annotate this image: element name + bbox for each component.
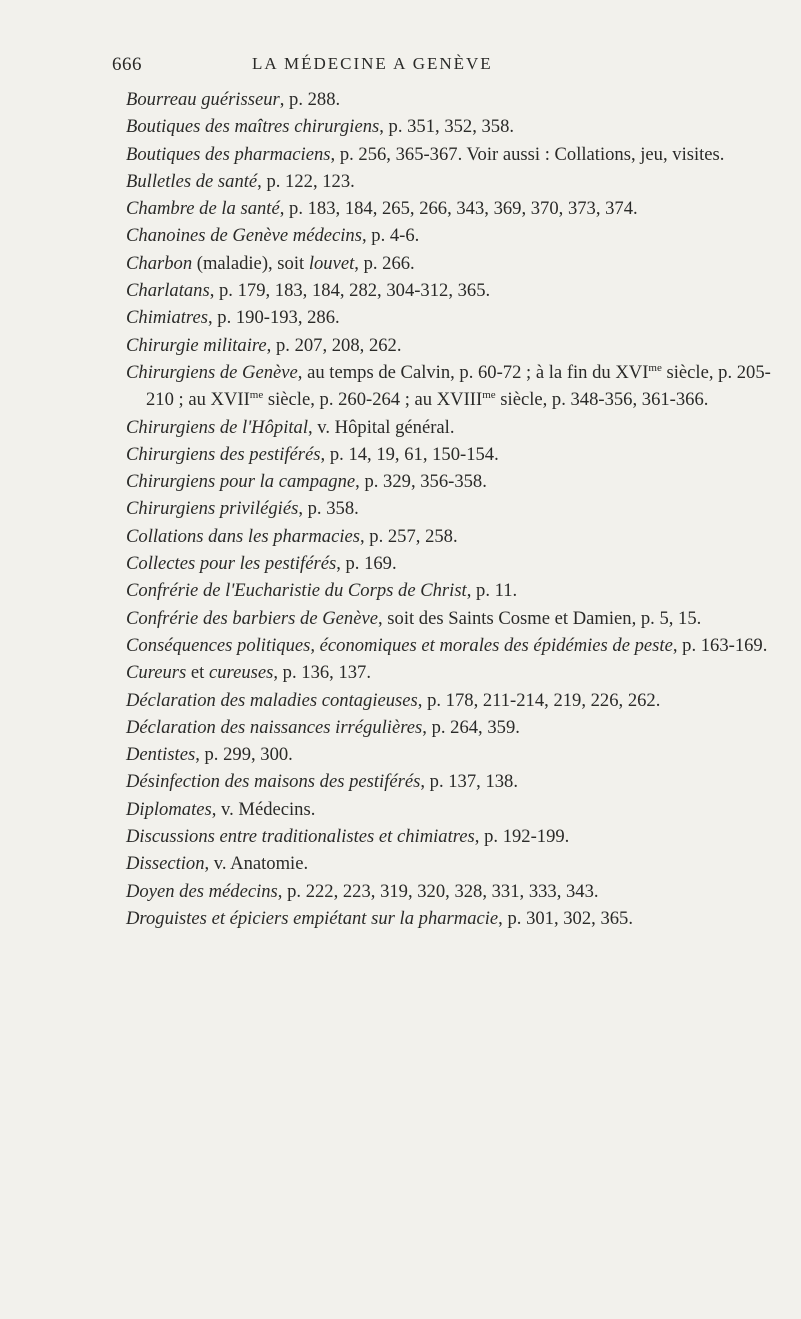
index-term: Bulletles de santé	[126, 170, 258, 192]
index-term: Déclaration des maladies contagieuses	[126, 689, 418, 711]
index-term: Chirurgiens privilégiés	[126, 498, 299, 520]
index-entry	[126, 332, 776, 359]
index-term: Chanoines de Genève médecins	[126, 225, 362, 247]
index-term: Confrérie de l'Eucharistie du Corps de Christ	[126, 580, 467, 602]
index-term: Charlatans	[126, 280, 210, 302]
index-references: et	[186, 662, 209, 684]
index-term: Dentistes	[126, 744, 196, 766]
index-term: Désinfection des maisons des pestiférés	[126, 771, 421, 793]
index-entry	[126, 577, 776, 604]
index-references: , p. 179, 183, 184, 282, 304-312, 365.	[209, 280, 491, 302]
index-entry	[126, 741, 776, 768]
index-entry	[126, 905, 776, 932]
index-term: Dissection	[126, 853, 205, 875]
index-term: Doyen des médecins	[126, 880, 278, 902]
index-entry	[126, 86, 776, 113]
index-references: , p. 183, 184, 265, 266, 343, 369, 370, 373, 374.	[279, 198, 638, 220]
index-references: (maladie), soit	[192, 252, 309, 274]
index-references: , v. Hôpital général.	[308, 416, 455, 438]
index-references: , p. 257, 258.	[359, 525, 458, 547]
index-entry	[126, 277, 776, 304]
index-references-secondary: , p. 136, 137.	[273, 662, 371, 684]
index-references: , au temps de Calvin, p. 60-72 ; à la fin du $XVI^{me}$ siècle, p. 205-210 ; au $XVII^{me}$ siècle, p. 260-264 ; au $XVIII^{me}$ siècle, p. 348-356, 361-366.	[146, 361, 771, 411]
index-references: , v. Médecins.	[211, 798, 316, 820]
index-entry	[126, 359, 776, 414]
index-references: , p. 14, 19, 61, 150-154.	[320, 443, 499, 465]
index-references: , p. 122, 123.	[257, 170, 355, 192]
index-term: Chirurgiens pour la campagne	[126, 471, 356, 493]
index-references: , p. 351, 352, 358.	[379, 116, 515, 138]
index-entry	[126, 250, 776, 277]
index-entry	[126, 222, 776, 249]
index-term: Bourreau guérisseur	[126, 89, 280, 110]
index-entry	[126, 768, 776, 795]
index-entry	[126, 659, 776, 686]
index-term: Collations dans les pharmacies	[126, 525, 360, 547]
index-term: Chirurgiens de l'Hôpital	[126, 416, 308, 438]
index-references: , p. 192-199.	[474, 826, 570, 848]
index-entry	[126, 414, 776, 441]
index-references: , p. 11.	[466, 580, 518, 602]
index-term: Chimiatres	[126, 307, 208, 329]
index-entry	[126, 550, 776, 577]
index-term: Boutiques des maîtres chirurgiens	[126, 116, 380, 138]
index-term: Chirurgiens de Genève	[126, 361, 298, 383]
index-entry	[126, 878, 776, 905]
index-entry	[126, 796, 776, 823]
index-term: Discussions entre traditionalistes et chimiatres	[126, 826, 475, 848]
index-entry	[126, 195, 776, 222]
index-references: , p. 207, 208, 262.	[266, 334, 402, 356]
index-term: Conséquences politiques, économiques et morales des épidémies de peste	[126, 634, 673, 656]
index-entry	[126, 850, 776, 877]
page-number: 666	[112, 54, 142, 75]
index-references: , p. 288.	[279, 89, 341, 110]
index-list	[126, 86, 776, 932]
index-entry	[126, 441, 776, 468]
index-references: , p. 222, 223, 319, 320, 328, 331, 333, 343.	[277, 880, 599, 902]
index-term: Charbon	[126, 252, 193, 274]
index-entry	[126, 605, 776, 632]
index-references: , p. 329, 356-358.	[355, 471, 487, 493]
index-entry	[126, 823, 776, 850]
index-references: , p. 4-6.	[361, 225, 420, 247]
index-entry	[126, 468, 776, 495]
index-entry	[126, 523, 776, 550]
index-term: Confrérie des barbiers de Genève	[126, 607, 378, 629]
index-term: Chirurgiens des pestiférés	[126, 443, 321, 465]
index-term-secondary: cureuses	[209, 662, 274, 684]
index-entry	[126, 113, 776, 140]
index-references: , p. 358.	[298, 498, 359, 520]
index-term: Cureurs	[126, 662, 187, 684]
index-term: Chambre de la santé	[126, 198, 280, 220]
index-references: , p. 264, 359.	[422, 716, 520, 738]
index-references: , soit des Saints Cosme et Damien, p. 5, 15.	[378, 607, 702, 629]
index-references: , p. 190-193, 286.	[207, 307, 340, 329]
index-term: Boutiques des pharmaciens	[126, 143, 331, 165]
index-entry	[126, 168, 776, 195]
index-term-secondary: louvet	[308, 252, 355, 274]
index-references: , p. 299, 300.	[195, 744, 293, 766]
index-references: , p. 256, 365-367. Voir aussi : Collations, jeu, visites.	[330, 143, 725, 165]
index-entry	[126, 632, 776, 659]
index-references: , p. 169.	[336, 553, 397, 575]
index-term: Collectes pour les pestiférés	[126, 553, 337, 575]
index-term: Chirurgie militaire	[126, 334, 267, 356]
index-entry	[126, 495, 776, 522]
page-header	[112, 54, 761, 78]
index-references: , p. 163-169.	[672, 634, 768, 656]
index-term: Droguistes et épiciers empiétant sur la pharmacie	[126, 907, 499, 929]
index-references-secondary: , p. 266.	[354, 252, 415, 274]
index-entry	[126, 304, 776, 331]
index-references: , p. 301, 302, 365.	[498, 907, 633, 929]
index-term: Déclaration des naissances irrégulières	[126, 716, 423, 738]
index-entry	[126, 687, 776, 714]
index-references: , p. 178, 211-214, 219, 226, 262.	[417, 689, 661, 711]
index-entry	[126, 714, 776, 741]
index-entry	[126, 141, 776, 168]
index-references: , p. 137, 138.	[420, 771, 518, 793]
running-title: LA MÉDECINE A GENÈVE	[252, 54, 493, 73]
index-term: Diplomates	[126, 798, 212, 820]
index-references: , v. Anatomie.	[204, 853, 309, 875]
